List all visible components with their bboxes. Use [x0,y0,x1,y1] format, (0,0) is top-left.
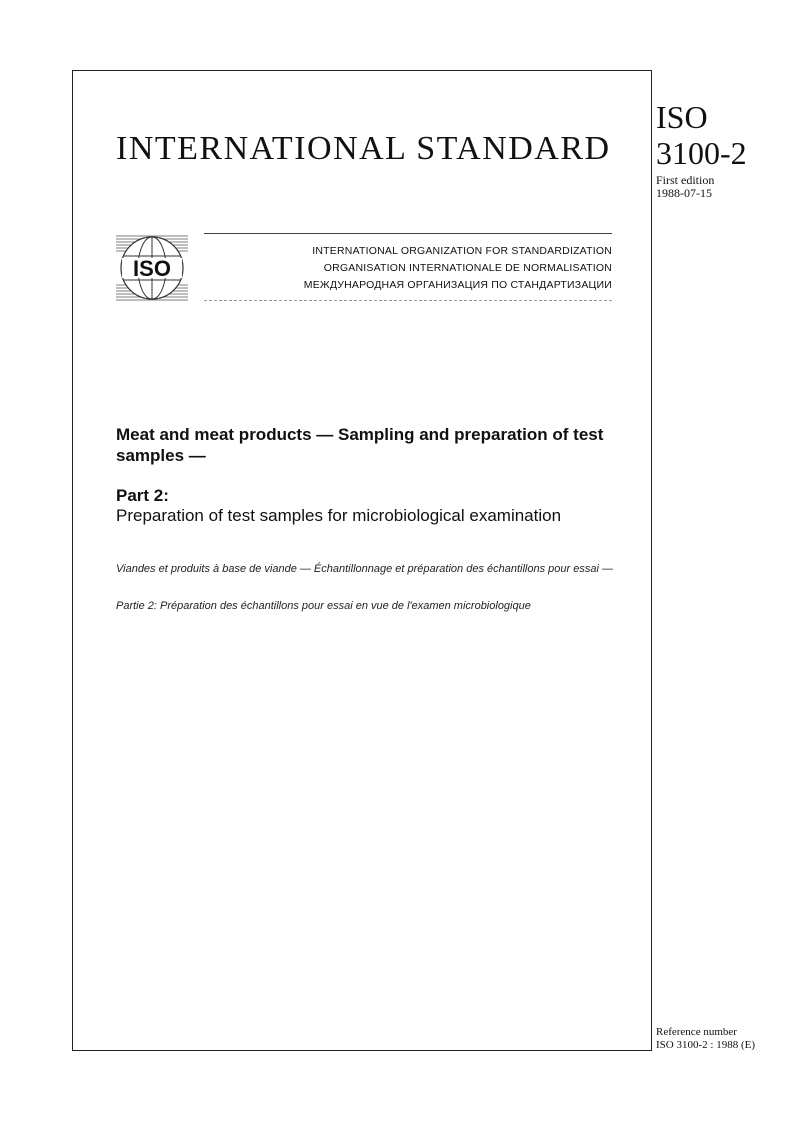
standard-number: 3100-2 [656,135,747,171]
iso-logo-text: ISO [133,256,171,281]
part-label: Part 2: [116,486,169,505]
document-type-heading: INTERNATIONAL STANDARD [116,130,611,167]
document-title: Meat and meat products — Sampling and preparation of test samples — [116,425,604,465]
reference-number-label: Reference number [656,1026,737,1038]
frame-top-border [72,70,652,71]
frame-bottom-border [72,1050,652,1051]
org-rule-bottom [204,300,612,301]
part-title: Preparation of test samples for microbiological examination [116,506,562,525]
french-part-title: Partie 2: Préparation des échantillons pour essai en vue de l'examen microbiologique [116,600,531,612]
french-title: Viandes et produits à base de viande — Échantillonnage et préparation des échantillons pour essai — [116,563,613,575]
org-name-russian: МЕЖДУНАРОДНАЯ ОРГАНИЗАЦИЯ ПО СТАНДАРТИЗАЦИИ [303,279,612,291]
reference-number-value: ISO 3100-2 : 1988 (E) [656,1039,755,1051]
edition-label: First edition [656,173,715,187]
org-rule-top [204,233,612,234]
org-name-english: INTERNATIONAL ORGANIZATION FOR STANDARDIZATION [312,245,612,257]
iso-logo-icon [116,232,188,304]
org-name-french: ORGANISATION INTERNATIONALE DE NORMALISATION [323,262,612,274]
standard-prefix: ISO [656,99,708,135]
frame-right-border [651,70,652,1051]
frame-left-border [72,70,73,1051]
edition-date: 1988-07-15 [656,186,712,200]
